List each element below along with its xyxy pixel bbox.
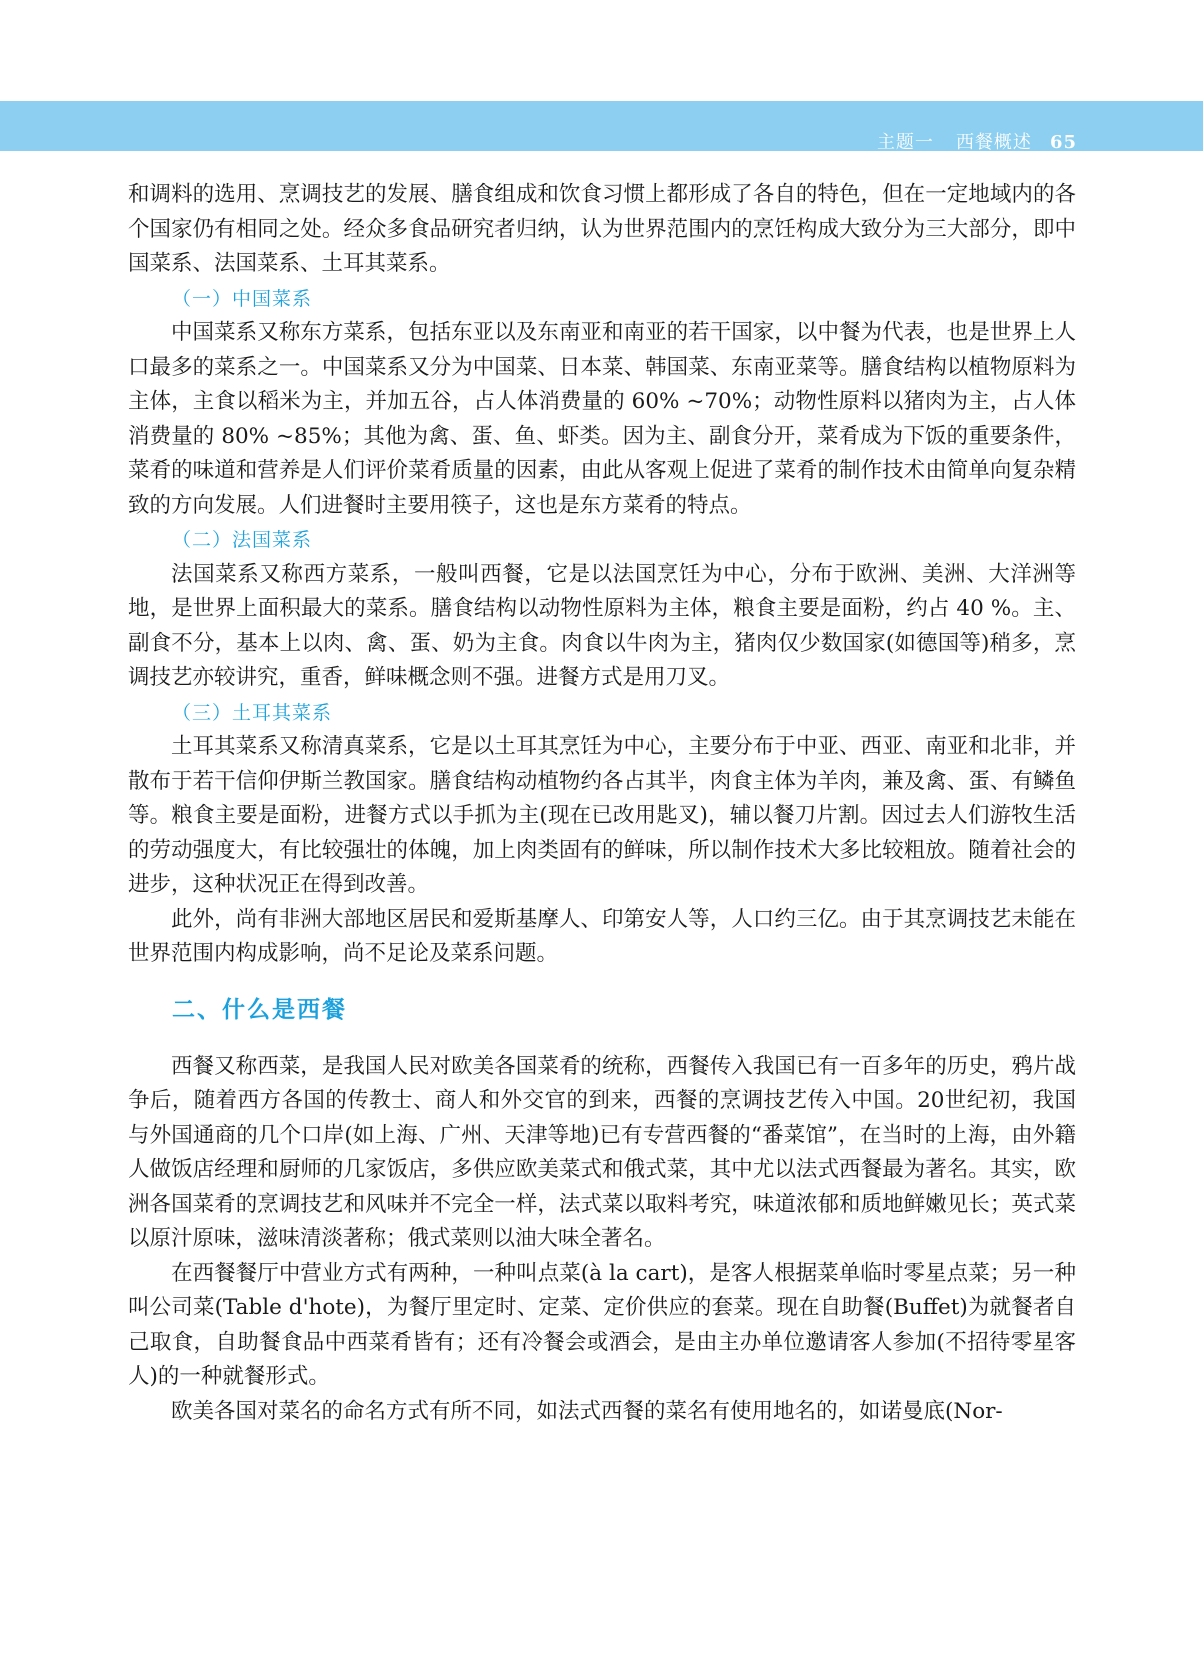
subheading-turkish-cuisine: （三）土耳其菜系 (172, 701, 333, 724)
paragraph-western-service: 在西餐餐厅中营业方式有两种，一种叫点菜(à la cart)，是客人根据菜单临时零星点菜；另一种叫公司菜(Table d'hote)，为餐厅里定时、定菜、定价供应的套菜。现在自助餐(Buffet)为就餐者自己取食，自助餐食品中西菜肴皆有；还有冷餐会或酒会，是由主办单位邀请客人参加(不招待零星客人)的一种就餐形式。 (128, 1260, 1076, 1389)
running-header (877, 128, 1077, 154)
header-chapter: 主题一 (876, 132, 934, 153)
paragraph-turkish-cuisine: 土耳其菜系又称清真菜系，它是以土耳其烹饪为中心，主要分布于中亚、西亚、南亚和北非，并散布于若干信仰伊斯兰教国家。膳食结构动植物约各占其半，肉食主体为羊肉，兼及禽、蛋、有鳞鱼等。粮食主要是面粉，进餐方式以手抓为主(现在已改用匙叉)，辅以餐刀片割。因过去人们游牧生活的劳动强度大，有比较强壮的体魄，加上肉类固有的鲜味，所以制作技术大多比较粗放。随着社会的进步，这种状况正在得到改善。 (128, 734, 1076, 897)
paragraph-western-naming: 欧美各国对菜名的命名方式有所不同，如法式西餐的菜名有使用地名的，如诺曼底(Nor- (171, 1398, 1003, 1424)
subheading-french-cuisine: （二）法国菜系 (172, 529, 313, 551)
subheading-chinese-cuisine: （一）中国菜系 (172, 287, 313, 310)
paragraph-other-regions: 此外，尚有非洲大部地区居民和爱斯基摩人、印第安人等，人口约三亿。由于其烹调技艺未能在世界范围内构成影响，尚不足论及菜系问题。 (128, 906, 1076, 966)
page-number: 65 (1049, 132, 1077, 153)
page-body (128, 178, 1076, 1429)
paragraph-chinese-cuisine: 中国菜系又称东方菜系，包括东亚以及东南亚和南亚的若干国家，以中餐为代表，也是世界上人口最多的菜系之一。中国菜系又分为中国菜、日本菜、韩国菜、东南亚菜等。膳食结构以植物原料为主体，主食以稻米为主，并加五谷，占人体消费量的 60% ~70%；动物性原料以猪肉为主，占人体消费量的 80% ~85%；其他为禽、蛋、鱼、虾类。因为主、副食分开，菜肴成为下饭的重要条件，菜肴的味道和营养是人们评价菜肴质量的因素，由此从客观上促进了菜肴的制作技术由简单向复杂精致的方向发展。人们进餐时主要用筷子，这也是东方菜肴的特点。 (128, 320, 1076, 518)
paragraph-french-cuisine: 法国菜系又称西方菜系，一般叫西餐，它是以法国烹饪为中心，分布于欧洲、美洲、大洋洲等地，是世界上面积最大的菜系。膳食结构以动物性原料为主体，粮食主要是面粉，约占 40 %。主、副食不分，基本上以肉、禽、蛋、奶为主食。肉食以牛肉为主，猪肉仅少数国家(如德国等)稍多，烹调技艺亦较讲究，重香，鲜味概念则不强。进餐方式是用刀叉。 (128, 561, 1076, 690)
paragraph-western-history: 西餐又称西菜，是我国人民对欧美各国菜肴的统称，西餐传入我国已有一百多年的历史，鸦片战争后，随着西方各国的传教士、商人和外交官的到来，西餐的烹调技艺传入中国。20世纪初，我国与外国通商的几个口岸(如上海、广州、天津等地)已有专营西餐的“番菜馆”，在当时的上海，由外籍人做饭店经理和厨师的几家饭店，多供应欧美菜式和俄式菜，其中尤以法式西餐最为著名。其实，欧洲各国菜肴的烹调技艺和风味并不完全一样，法式菜以取料考究，味道浓郁和质地鲜嫩见长；英式菜以原汁原味，滋味清淡著称；俄式菜则以油大味全著名。 (128, 1053, 1076, 1251)
header-title: 西餐概述 (955, 132, 1032, 153)
paragraph-intro: 和调料的选用、烹调技艺的发展、膳食组成和饮食习惯上都形成了各自的特色，但在一定地域内的各个国家仍有相同之处。经众多食品研究者归纳，认为世界范围内的烹饪构成大致分为三大部分，即中国菜系、法国菜系、土耳其菜系。 (128, 182, 1076, 276)
section-heading-what-is-western-food: 二、什么是西餐 (172, 995, 347, 1023)
